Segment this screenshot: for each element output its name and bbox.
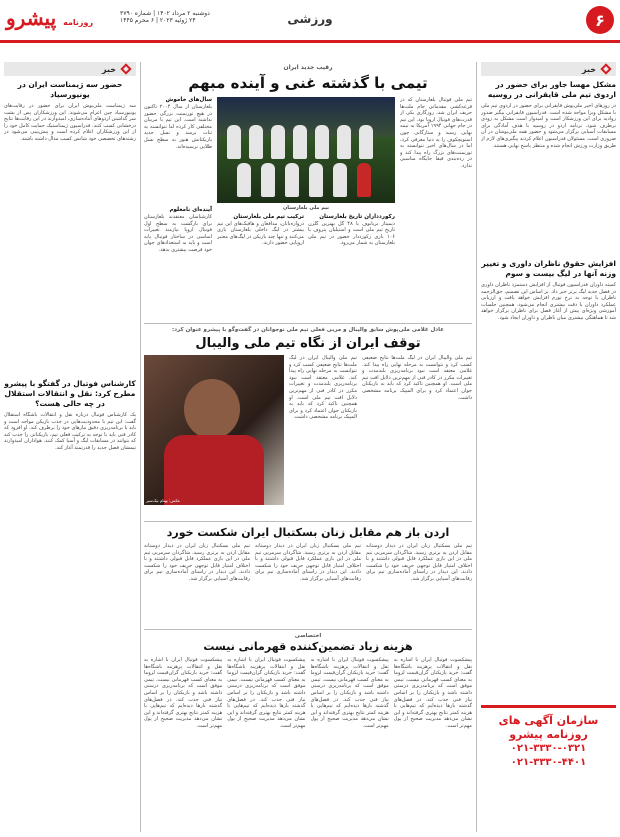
newspaper-logo [6, 6, 116, 34]
volleyball-body-2: تیم ملی والیبال ایران در لیگ ملت‌ها نتایج ضعیفی کسب کرد و نتوانست به مرحله نهایی راه پیدا کند. غلامی معتقد است نبود برنامه‌ریزی بلندمدت و تغییرات مکرر در کادر فنی از مهم‌ترین دلایل افت تیم ملی است. او همچنین تاکید کرد که باید به بازیکنان جوان اعتماد کرد و برای المپیک برنامه مشخصی داشت. [289, 355, 357, 421]
article-body: یک کارشناس فوتبال درباره نقل و انتقالات باشگاه استقلال گفت: این تیم با محدودیت‌هایی در جذب بازیکن مواجه است و باید با برنامه‌ریزی دقیق نیازهای خود را برطرف کند. او افزود که کادر فنی باید با توجه به ترکیب فعلی تیم، بازیکنانی را جذب کند که بتوانند در مسابقات لیگ و آسیا کمک کنند. هواداران امیدوارند تیمشان فصل جدید را قدرتمند آغاز کند. [4, 412, 136, 451]
main-story [144, 97, 472, 317]
header-divider [0, 40, 620, 43]
page-header [0, 0, 620, 48]
football-body-4: پیشکسوت فوتبال ایران با اشاره به نقل و انتقالات پرهزینه باشگاه‌ها گفت: خرید بازیکنان گران‌قیمت لزوما به معنای کسب قهرمانی نیست. تیمی موفق است که برنامه‌ریزی درستی داشته باشد و بازیکنان را بر اساس نیاز فنی جذب کند. در فصل‌های گذشته بارها دیده‌ایم که تیم‌هایی با هزینه کمتر نتایج بهتری گرفته‌اند و این نشان می‌دهد مدیریت صحیح از پول مهم‌تر است. [144, 657, 223, 729]
football-body: پیشکسوت فوتبال ایران با اشاره به نقل و انتقالات پرهزینه باشگاه‌ها گفت: خرید بازیکنان گران‌قیمت لزوما به معنای کسب قهرمانی نیست. تیمی موفق است که برنامه‌ریزی درستی داشته باشد و بازیکنان را بر اساس نیاز فنی جذب کند. در فصل‌های گذشته بارها دیده‌ایم که تیم‌هایی با هزینه کمتر نتایج بهتری گرفته‌اند و این نشان می‌دهد مدیریت صحیح از پول مهم‌تر است. [393, 657, 472, 729]
sub-body: کارشناسان معتقدند بلغارستان برای بازگشت به سطح اول فوتبال اروپا نیازمند تغییرات اساسی در ساختار فوتبال پایه است و باید به استعدادهای جوان خود فرصت بیشتری بدهد. [144, 214, 212, 253]
right-column [481, 62, 616, 837]
article-body: در روزهای اخیر ملی‌پوش قایقرانی برای حضور در اردوی تیم ملی با مشکل ویزا مواجه شده است. فدراسیون قایقرانی پیگیر صدور روادید برای این ورزشکار است و امیدوار است مشکل به زودی برطرف شود. برنامه اردو در روسیه با هدف آمادگی برای مسابقات آسیایی برگزار می‌شود و حضور همه ملی‌پوشان در آن ضروری است. مسئولان فدراسیون اعلام کردند پیگیری‌های لازم از طریق وزارت ورزش انجام شده و منتظر پاسخ نهایی هستند. [481, 103, 616, 149]
basketball-body-3: تیم ملی بسکتبال زنان ایران در دیدار دوستانه مقابل اردن به برتری رسید. شاگردان سرمربی تیم ملی در این بازی عملکرد قابل قبولی داشتند و با اختلاف امتیاز قابل توجهی حریف خود را شکست دادند. این دیدار در راستای آماده‌سازی تیم برای رقابت‌های آسیایی برگزار شد. [144, 543, 250, 582]
basketball-headline: اردن باز هم مقابل زنان بسکتبال ایران شکست خورد [166, 526, 450, 539]
article-title: مشکل مهسا جاور برای حضور در اردوی تیم ملی قایقرانی در روسیه [487, 80, 616, 99]
left-column [4, 62, 136, 837]
dateline-gregorian: ۲۴ ژوئیه ۲۰۲۳ | ۶ محرم ۱۴۴۵ [120, 17, 196, 24]
subheading: آینده‌ای نامعلوم [169, 207, 212, 213]
dateline-persian: دوشنبه ۲ مرداد ۱۴۰۲ | شماره ۳۷۹۰ [120, 10, 210, 17]
article-kicker: اختصاصی [294, 633, 322, 639]
ad-title: سازمان آگهی های روزنامه پیشرو [498, 714, 599, 741]
basketball-body-2: تیم ملی بسکتبال زنان ایران در دیدار دوستانه مقابل اردن به برتری رسید. شاگردان سرمربی تیم ملی در این بازی عملکرد قابل قبولی داشتند و با اختلاف امتیاز قابل توجهی حریف خود را شکست دادند. این دیدار در راستای آماده‌سازی تیم برای رقابت‌های آسیایی برگزار شد. [255, 543, 361, 582]
football-headline: هزینه زیاد تضمین‌کننده قهرمانی نیست [203, 640, 413, 653]
article-kicker: عادل غلامی ملی‌پوش سابق والیبال و مربی فعلی تیم ملی نوجوانان در گفت‌وگو با پیشرو عنوان کرد: [172, 327, 444, 333]
volleyball-headline: توقف ایران از نگاه تیم ملی والیبال [195, 336, 421, 351]
article-title: حضور سه ژیمناست ایران در یونیورسیاد [17, 80, 123, 99]
diamond-icon [600, 63, 611, 74]
subheading: رکوردداران تاریخ بلغارستان [319, 213, 395, 220]
photo-subcolumns [217, 214, 395, 313]
football-body-3: پیشکسوت فوتبال ایران با اشاره به نقل و انتقالات پرهزینه باشگاه‌ها گفت: خرید بازیکنان گران‌قیمت لزوما به معنای کسب قهرمانی نیست. تیمی موفق است که برنامه‌ریزی درستی داشته باشد و بازیکنان را بر اساس نیاز فنی جذب کند. در فصل‌های گذشته بارها دیده‌ایم که تیم‌هایی با هزینه کمتر نتایج بهتری گرفته‌اند و این نشان می‌دهد مدیریت صحیح از پول مهم‌تر است. [227, 657, 306, 729]
sub-body: دیمیتار بربانوف با ۴۸ گل بهترین گلزن تاریخ تیم ملی است و استیلیان پتروف با ۱۰۶ بازی رکورددار حضور در تیم ملی بلغارستان به شمار می‌رود. [308, 220, 395, 247]
article-body: کمیته داوران فدراسیون فوتبال از افزایش دستمزد ناظران داوری در فصل جدید لیگ برتر خبر داد. بر اساس این تصمیم، حق‌الزحمه ناظران با توجه به نرخ تورم افزایش خواهد یافت و ارزیابی عملکرد داوران با دقت بیشتری انجام می‌شود. همچنین جلسات آموزشی ویژه‌ای پیش از آغاز فصل برای ناظران برگزار خواهد شد تا هماهنگی بیشتری میان ناظران و داوران ایجاد شود. [481, 282, 616, 321]
ad-phone: ۰۲۱-۳۳۳۰-۴۴۰۱ [510, 757, 587, 768]
subheading: سال‌های خاموش [165, 97, 212, 103]
article-kicker: رقیب جدید ایران [283, 64, 333, 71]
volleyball-story [144, 323, 472, 515]
photo-column [217, 97, 395, 317]
logo-text: پیشرو [6, 6, 57, 30]
basketball-story [144, 521, 472, 623]
news-label: خبر [481, 62, 616, 76]
lead-column: تیم ملی فوتبال بلغارستان که در قرعه‌کشی مقدماتی جام ملت‌ها حریف ایران شد، روزگاری یکی از قدرت‌های فوتبال اروپا بود. این تیم در جام جهانی ۱۹۹۴ آمریکا به نیمه نهایی رسید و ستارگانی چون استویچکوف را به دنیا معرفی کرد، اما در سال‌های اخیر نتوانسته به تورنمنت‌های بزرگ راه پیدا کند و در رده‌بندی فیفا جایگاه مناسبی ندارد. [400, 97, 472, 169]
main-area [144, 50, 472, 837]
main-headline: تیمی با گذشته غنی و آینده مبهم [188, 74, 428, 92]
page-number-badge: ۶ [586, 6, 614, 34]
player-jersey [164, 435, 264, 505]
sub-body: بلغارستان از سال ۲۰۰۴ تاکنون در هیچ تورنمنت بزرگی حضور نداشته است. این تیم با مربیان مختلفی کار کرده اما نتوانسته به ثبات برسد و نسل جدید بازیکنانش هنوز به سطح نسل طلایی نرسیده‌اند. [144, 104, 212, 150]
photo-credit: عکس: بهنام نیک‌سیر [146, 498, 181, 503]
team-photo [217, 97, 395, 203]
logo-sub: روزنامه [63, 18, 94, 27]
volleyball-photo [144, 355, 284, 505]
ad-phone: ۰۲۱-۳۳۳۰-۰۳۲۱ [510, 743, 587, 754]
article-title: کارشناس فوتبال در گفتگو با پیشرو مطرح کرد: نقل و انتقالات استقلال در چه حالی هست؟ [4, 379, 136, 408]
article-title: افزایش حقوق ناظران داوری و تغییر وزنه آنها در لیگ بیست و سوم [481, 259, 616, 278]
player-head [184, 379, 240, 439]
dateline [120, 10, 320, 24]
advertisement-box [481, 705, 616, 770]
sub-body: دروازه‌بانان، مدافعان و هافبک‌های این تیم بیشتر در لیگ داخلی بلغارستان بازی می‌کنند و تنها چند بازیکن در لیگ‌های معتبر اروپایی حضور دارند. [217, 220, 304, 247]
column-divider [140, 62, 141, 832]
subheading: ترکیب تیم ملی بلغارستان [233, 213, 304, 220]
football-story [144, 629, 472, 807]
side-column [144, 97, 212, 317]
football-body-2: پیشکسوت فوتبال ایران با اشاره به نقل و انتقالات پرهزینه باشگاه‌ها گفت: خرید بازیکنان گران‌قیمت لزوما به معنای کسب قهرمانی نیست. تیمی موفق است که برنامه‌ریزی درستی داشته باشد و بازیکنان را بر اساس نیاز فنی جذب کند. در فصل‌های گذشته بارها دیده‌ایم که تیم‌هایی با هزینه کمتر نتایج بهتری گرفته‌اند و این نشان می‌دهد مدیریت صحیح از پول مهم‌تر است. [310, 657, 389, 729]
basketball-body: تیم ملی بسکتبال زنان ایران در دیدار دوستانه مقابل اردن به برتری رسید. شاگردان سرمربی تیم ملی در این بازی عملکرد قابل قبولی داشتند و با اختلاف امتیاز قابل توجهی حریف خود را شکست دادند. این دیدار در راستای آماده‌سازی تیم برای رقابت‌های آسیایی برگزار شد. [366, 543, 472, 582]
diamond-icon [120, 63, 131, 74]
section-title: ورزشی [287, 12, 333, 26]
article-body: سه ژیمناست ملی‌پوش ایران برای حضور در رقابت‌های یونیورسیاد چین اعزام می‌شوند. این ورزشکاران پس از پشت سر گذاشتن اردوهای آماده‌سازی، امیدوارند در این رقابت‌ها نتایج درخشانی کسب کنند. فدراسیون ژیمناستیک حمایت کامل خود را از این ورزشکاران اعلام کرده است و پیش‌بینی می‌شود در رشته‌های تخصصی خود شانس کسب مدال داشته باشند. [4, 103, 136, 142]
volleyball-body: تیم ملی والیبال ایران در لیگ ملت‌ها نتایج ضعیفی کسب کرد و نتوانست به مرحله نهایی راه پیدا کند. غلامی معتقد است نبود برنامه‌ریزی بلندمدت و تغییرات مکرر در کادر فنی از مهم‌ترین دلایل افت تیم ملی است. او همچنین تاکید کرد که باید به بازیکنان جوان اعتماد کرد و برای المپیک برنامه مشخصی داشت. [362, 355, 472, 401]
news-label: خبر [4, 62, 136, 76]
column-divider [476, 62, 477, 832]
photo-caption: تیم ملی بلغارستان [282, 205, 330, 211]
